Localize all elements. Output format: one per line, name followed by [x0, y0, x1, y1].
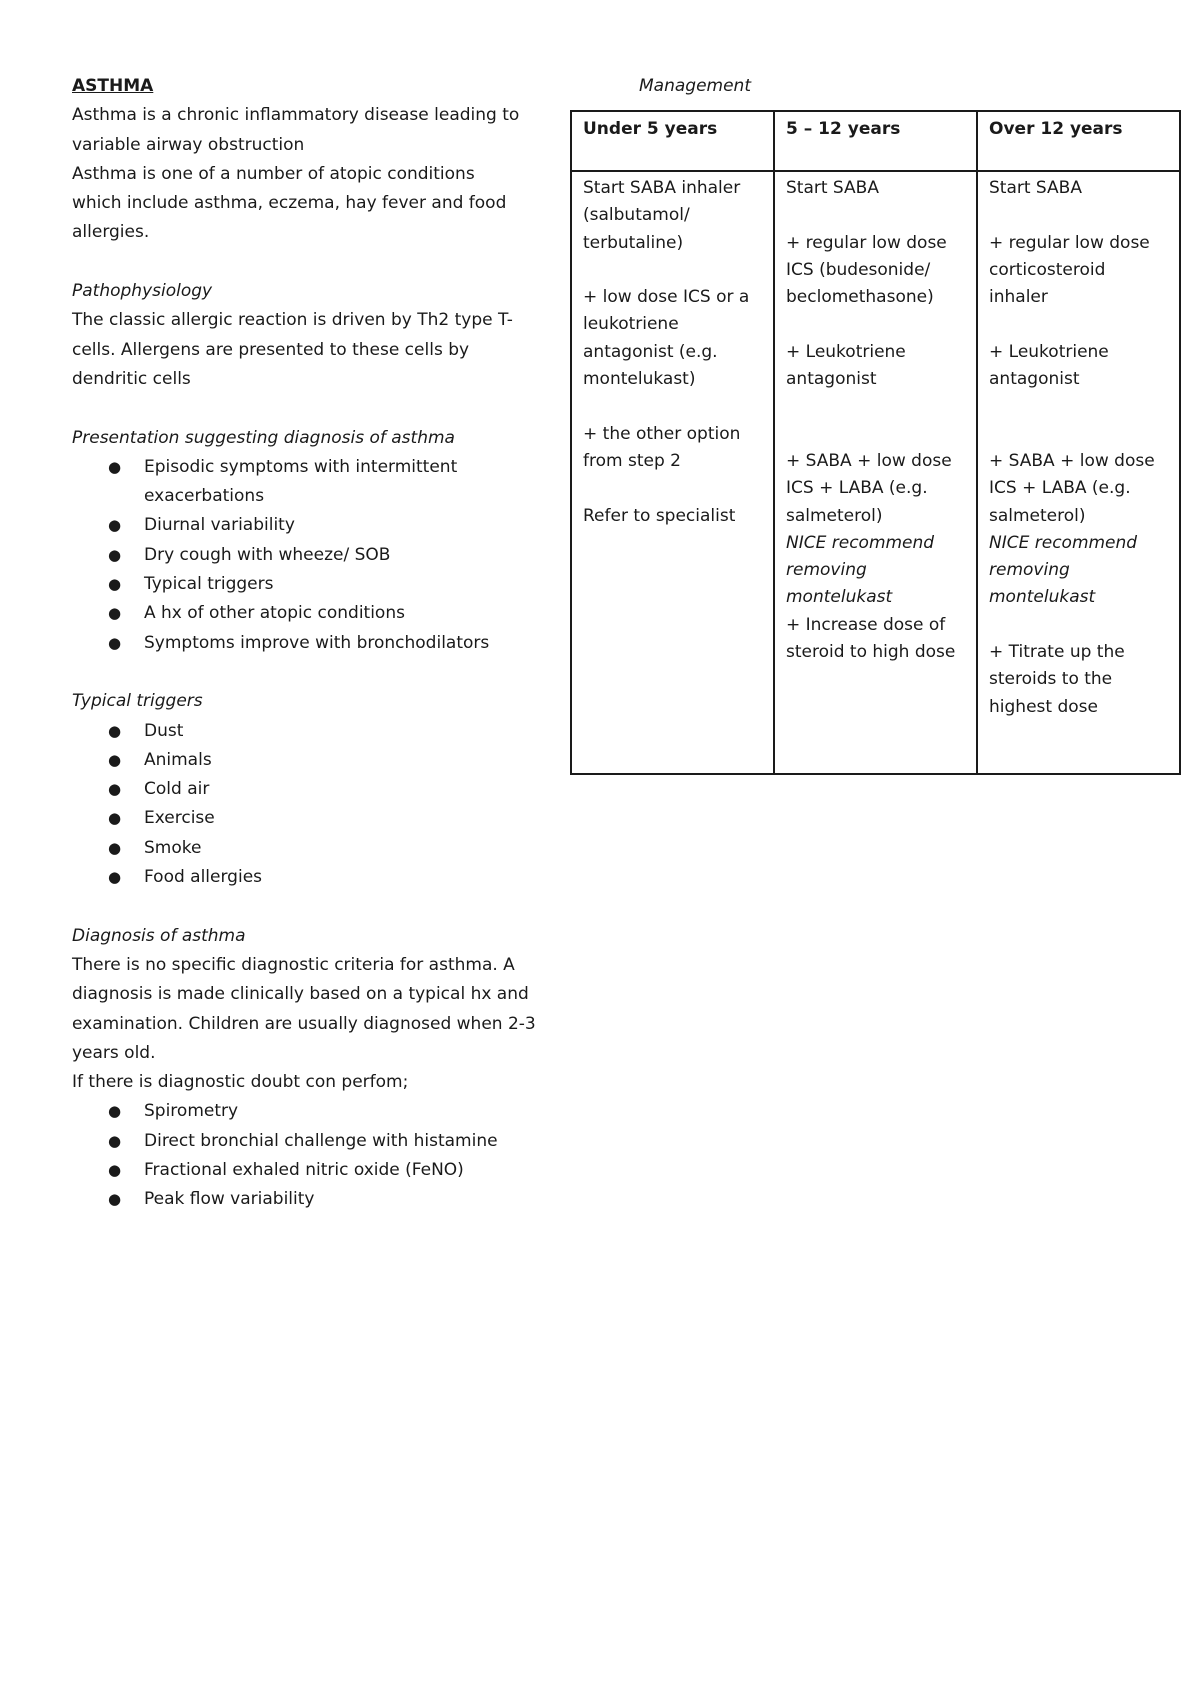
- list-item: [72, 775, 572, 804]
- bullet-icon: ●: [108, 750, 122, 769]
- cell-line: + low dose ICS or a: [583, 287, 750, 308]
- spacer: [72, 658, 572, 687]
- list-item-text: Diurnal variability: [144, 515, 295, 536]
- list-item: [72, 717, 572, 746]
- bullet-icon: ●: [108, 575, 122, 594]
- bullet-icon: ●: [108, 1131, 122, 1150]
- pathophysiology-heading: Pathophysiology: [72, 281, 213, 302]
- cell-line: Refer to specialist: [583, 505, 736, 526]
- list-item: [72, 804, 572, 833]
- cell-line: salmeterol): [989, 505, 1086, 526]
- cell-line: antagonist: [786, 369, 877, 390]
- bullet-icon: ●: [108, 604, 122, 623]
- diagnosis-paragraph: [72, 951, 572, 1097]
- bullet-icon: ●: [108, 721, 122, 740]
- list-item: [72, 1127, 572, 1156]
- triggers-list: [72, 717, 572, 893]
- pathophysiology-paragraph: [72, 306, 572, 394]
- list-item-text: Dry cough with wheeze/ SOB: [144, 544, 391, 565]
- list-item-text: Animals: [144, 749, 212, 770]
- cell-line: + Leukotriene: [989, 341, 1109, 362]
- spacer: [989, 421, 1168, 448]
- bullet-icon: ●: [108, 545, 122, 564]
- list-item: [72, 1097, 572, 1126]
- list-item: [72, 863, 572, 892]
- cell-line: NICE recommend: [989, 532, 1138, 553]
- presentation-list: [72, 453, 572, 658]
- list-item: [72, 599, 572, 628]
- cell-over-12: [977, 171, 1180, 774]
- management-table: [570, 110, 1181, 775]
- cell-line: ICS + LABA (e.g.: [989, 478, 1131, 499]
- spacer: [583, 475, 762, 502]
- cell-5-to-12: [774, 171, 977, 774]
- list-item: [72, 1156, 572, 1185]
- list-item-text: Episodic symptoms with intermittent: [144, 456, 458, 477]
- bullet-icon: ●: [108, 457, 122, 476]
- pathophysiology-line: dendritic cells: [72, 368, 191, 389]
- bullet-icon: ●: [108, 633, 122, 652]
- cell-line: + Increase dose of: [786, 614, 946, 635]
- bullet-icon: ●: [108, 1102, 122, 1121]
- cell-line: inhaler: [989, 287, 1048, 308]
- list-item-text: A hx of other atopic conditions: [144, 603, 405, 624]
- intro-paragraph: [72, 101, 572, 247]
- diagnosis-line: If there is diagnostic doubt con perfom;: [72, 1072, 409, 1093]
- cell-line: + Titrate up the: [989, 642, 1125, 663]
- cell-line: ICS (budesonide/: [786, 259, 931, 280]
- diagnosis-line: years old.: [72, 1042, 156, 1063]
- cell-line: montelukast: [786, 587, 893, 608]
- spacer: [786, 421, 965, 448]
- spacer: [72, 394, 572, 423]
- list-item-text: Peak flow variability: [144, 1189, 315, 1210]
- list-item: [72, 453, 572, 512]
- cell-line: beclomethasone): [786, 287, 934, 308]
- intro-line: Asthma is one of a number of atopic conditions: [72, 163, 475, 184]
- cell-line: from step 2: [583, 450, 681, 471]
- cell-line: highest dose: [989, 696, 1098, 717]
- intro-line: variable airway obstruction: [72, 134, 305, 155]
- cell-line: NICE recommend: [786, 532, 935, 553]
- cell-line: + regular low dose: [989, 232, 1150, 253]
- diagnosis-heading: Diagnosis of asthma: [72, 925, 246, 946]
- cell-line: + regular low dose: [786, 232, 947, 253]
- pathophysiology-line: cells. Allergens are presented to these cells by: [72, 339, 470, 360]
- cell-line: salmeterol): [786, 505, 883, 526]
- cell-line: removing: [786, 560, 867, 581]
- list-item: [72, 511, 572, 540]
- pathophysiology-line: The classic allergic reaction is driven by Th2 type T-: [72, 310, 513, 331]
- column-header-over-12: Over 12 years: [977, 111, 1180, 171]
- cell-line: leukotriene: [583, 314, 679, 335]
- bullet-icon: ●: [108, 809, 122, 828]
- spacer: [989, 311, 1168, 338]
- spacer: [989, 393, 1168, 420]
- cell-line: antagonist (e.g.: [583, 341, 718, 362]
- intro-line: allergies.: [72, 222, 150, 243]
- list-item: [72, 541, 572, 570]
- list-item-text: Food allergies: [144, 867, 263, 888]
- list-item-text: Direct bronchial challenge with histamine: [144, 1130, 498, 1151]
- cell-line: Start SABA: [989, 178, 1082, 198]
- list-item: [72, 629, 572, 658]
- cell-line: steroid to high dose: [786, 642, 956, 663]
- list-item-text: Symptoms improve with bronchodilators: [144, 632, 490, 653]
- diagnosis-line: diagnosis is made clinically based on a typical hx and: [72, 984, 529, 1005]
- spacer: [786, 393, 965, 420]
- spacer: [786, 202, 965, 229]
- cell-line: corticosteroid: [989, 259, 1106, 280]
- bullet-icon: ●: [108, 516, 122, 535]
- bullet-icon: ●: [108, 1160, 122, 1179]
- management-heading: Management: [639, 76, 751, 96]
- list-item-text: Smoke: [144, 837, 202, 858]
- spacer: [583, 257, 762, 284]
- list-item-text: Fractional exhaled nitric oxide (FeNO): [144, 1159, 464, 1180]
- presentation-heading: Presentation suggesting diagnosis of asthma: [72, 427, 455, 448]
- table-header-row: [571, 111, 1180, 171]
- intro-line: which include asthma, eczema, hay fever and food: [72, 193, 507, 214]
- cell-line: steroids to the: [989, 669, 1113, 690]
- left-column: [72, 72, 572, 1215]
- bullet-icon: ●: [108, 868, 122, 887]
- cell-line: + SABA + low dose: [989, 450, 1155, 471]
- cell-line: Start SABA inhaler: [583, 178, 741, 198]
- list-item: [72, 834, 572, 863]
- list-item: [72, 746, 572, 775]
- diagnosis-line: examination. Children are usually diagnosed when 2-3: [72, 1013, 536, 1034]
- spacer: [989, 202, 1168, 229]
- spacer: [989, 612, 1168, 639]
- cell-line: + the other option: [583, 423, 741, 444]
- list-item-text: Exercise: [144, 808, 215, 829]
- list-item: [72, 570, 572, 599]
- cell-line: removing: [989, 560, 1070, 581]
- cell-line: + Leukotriene: [786, 341, 906, 362]
- spacer: [72, 248, 572, 277]
- cell-line: montelukast: [989, 587, 1096, 608]
- cell-line: Start SABA: [786, 178, 879, 198]
- list-item-text: Typical triggers: [144, 574, 274, 595]
- list-item-text: Dust: [144, 720, 184, 741]
- diagnosis-line: There is no specific diagnostic criteria for asthma. A: [72, 954, 515, 975]
- cell-under-5: [571, 171, 774, 774]
- triggers-heading: Typical triggers: [72, 691, 203, 712]
- cell-line: ICS + LABA (e.g.: [786, 478, 928, 499]
- cell-line: montelukast): [583, 369, 696, 390]
- list-item-text: Cold air: [144, 779, 210, 800]
- bullet-icon: ●: [108, 838, 122, 857]
- bullet-icon: ●: [108, 780, 122, 799]
- column-header-5-to-12: 5 – 12 years: [774, 111, 977, 171]
- column-header-under-5: Under 5 years: [571, 111, 774, 171]
- spacer: [786, 311, 965, 338]
- cell-line: terbutaline): [583, 232, 684, 253]
- table-row: [571, 171, 1180, 774]
- cell-line: antagonist: [989, 369, 1080, 390]
- spacer: [72, 892, 572, 921]
- list-item-text: Spirometry: [144, 1101, 239, 1122]
- diagnosis-list: [72, 1097, 572, 1214]
- document-title: ASTHMA: [72, 76, 154, 96]
- intro-line: Asthma is a chronic inflammatory disease leading to: [72, 105, 520, 126]
- cell-line: (salbutamol/: [583, 205, 690, 226]
- bullet-icon: ●: [108, 1190, 122, 1209]
- list-item: [72, 1185, 572, 1214]
- spacer: [583, 393, 762, 420]
- list-item-text: exacerbations: [144, 486, 265, 507]
- cell-line: + SABA + low dose: [786, 450, 952, 471]
